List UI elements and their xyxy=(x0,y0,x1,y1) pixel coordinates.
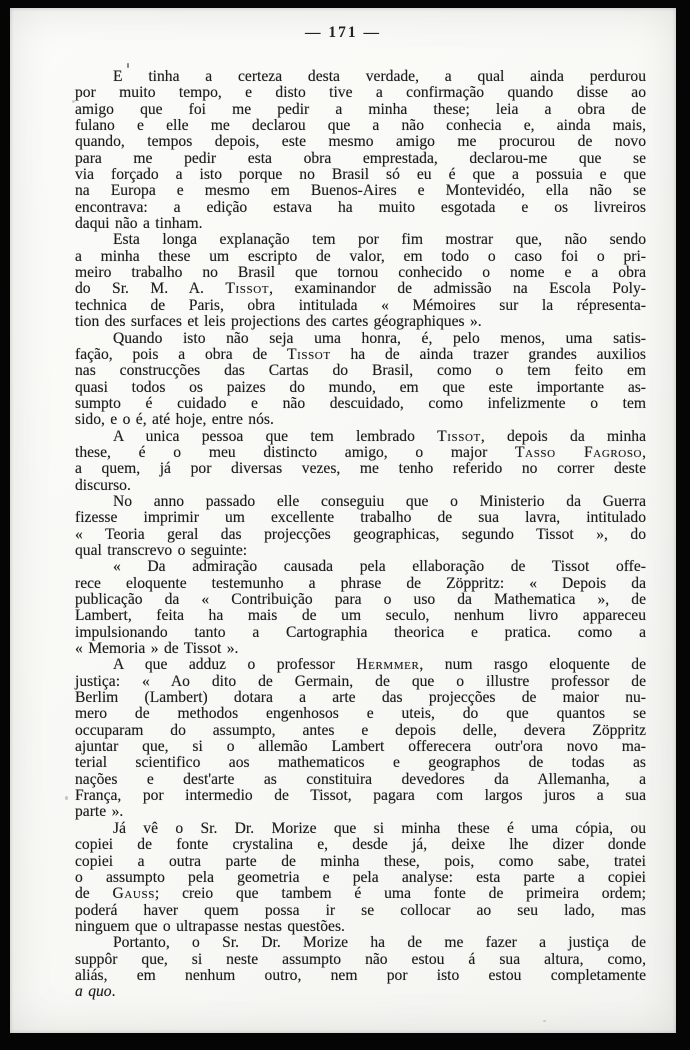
text-line: technica de Paris, obra intitulada « Mémoires sur la répresenta- xyxy=(75,296,646,314)
paragraph xyxy=(75,559,646,657)
text-line: mero de methodos engenhosos e uteis, do que quantos se xyxy=(75,705,646,723)
text-line: sumpto é cuidado e não descuidado, como infelizmente o tem xyxy=(75,394,646,412)
text-line: terial scientifico aos mathematicos e geographos de todas as xyxy=(75,754,646,772)
text-line: ninguem que o ultrapasse nestas questões. xyxy=(75,917,345,935)
text-line: para me pedir esta obra emprestada, declarou-me que se xyxy=(75,149,646,167)
text-line: nas construcções das Cartas do Brasil, como o tem feito em xyxy=(75,362,646,380)
text-line: poderá haver quem possa ir se collocar ao seu lado, mas xyxy=(75,901,646,919)
text-line: copiei de fonte crystalina e, desde já, deixe lhe dizer donde xyxy=(75,836,646,854)
text-line: de Gauss; creio que tambem é uma fonte de primeira ordem; xyxy=(75,885,646,903)
scan-speck xyxy=(72,100,75,103)
text-line: quasi todos os paizes do mundo, em que este importante as- xyxy=(75,378,646,396)
text-line: A unica pessoa que tem lembrado Tissot, depois da minha xyxy=(113,427,646,445)
text-line: Esta longa explanação tem por fim mostrar que, não sendo xyxy=(113,231,646,249)
text-line: occuparam do assumpto, antes e depois delle, devera Zöppritz xyxy=(75,721,646,739)
paragraph xyxy=(75,657,646,820)
text-line: No anno passado elle conseguiu que o Ministerio da Guerra xyxy=(113,492,646,510)
scan-speck xyxy=(543,1020,546,1022)
page-number: — 171 — xyxy=(305,24,381,41)
small-caps-name: Tissot xyxy=(437,427,481,445)
text-line: publicação da « Contribuição para o uso da Mathematica », de xyxy=(75,591,646,608)
text-line: a minha these um escripto de valor, em todo o caso foi o pri- xyxy=(75,247,646,265)
text-line: a quo. xyxy=(75,983,116,1001)
text-line: Berlim (Lambert) dotara a arte das projecções de maior nu- xyxy=(75,689,646,707)
text-line: aliás, em nenhum outro, nem por isto estou completamente xyxy=(75,966,646,984)
paragraph xyxy=(75,429,646,494)
text-line: E tinha a certeza desta verdade, a qual ainda perdurou xyxy=(113,68,646,85)
text-line: tion des surfaces et leis projections des cartes géographiques ». xyxy=(75,313,482,331)
text-line: impulsionando tanto a Cartographia theorica e pratica. como a xyxy=(75,623,646,641)
small-caps-name: Tissot xyxy=(286,345,331,363)
paragraph xyxy=(75,232,646,330)
text-line: fizesse imprimir um excellente trabalho de sua lavra, intitulado xyxy=(75,509,646,527)
book-page xyxy=(10,8,676,1033)
text-line: parte ». xyxy=(75,803,124,821)
paragraph xyxy=(75,935,646,1000)
text-line: « Da admiração causada pela ellaboração de Tissot offe- xyxy=(113,558,646,576)
scan-speck xyxy=(65,796,68,800)
text-line: Lambert, feita ha mais de um seculo, nenhum livro appareceu xyxy=(75,607,646,625)
italic-phrase: a quo xyxy=(75,983,112,1001)
paragraph xyxy=(75,494,646,559)
text-line: Já vê o Sr. Dr. Morize que si minha these é uma cópia, ou xyxy=(113,819,646,837)
text-line: qual transcrevo o seguinte: xyxy=(75,541,248,559)
text-line: meiro trabalho no Brasil que tornou conhecido o nome e a obra xyxy=(75,264,646,282)
text-line: França, por intermedio de Tissot, pagara com largos juros a sua xyxy=(75,787,646,805)
text-line: these, é o meu distincto amigo, o major Tasso Fagroso, xyxy=(75,443,647,461)
text-line: A que adduz o professor Hermmer, num rasgo eloquente de xyxy=(113,656,646,674)
small-caps-name: Tasso Fagroso xyxy=(515,443,643,461)
text-line: via forçado a isto porque no Brasil só eu é que a possuia e que xyxy=(75,166,646,184)
text-line: a quem, já por diversas vezes, me tenho referido no correr deste xyxy=(75,460,646,478)
text-line: fação, pois a obra de Tissot ha de ainda trazer grandes auxilios xyxy=(75,345,646,363)
text-line: do Sr. M. A. Tissot, examinandor de admissão na Escola Poly- xyxy=(75,280,646,298)
small-caps-name: Gauss xyxy=(112,885,155,903)
text-line: ajuntar que, si o allemão Lambert offerecera outr'ora novo ma- xyxy=(75,738,646,756)
text-line: copiei a outra parte de minha these, pois, como sabe, tratei xyxy=(75,852,646,870)
text-line: quando, tempos depois, este mesmo amigo me procurou de novo xyxy=(75,133,646,151)
paragraph xyxy=(75,331,646,429)
text-line: encontrava: a edição estava ha muito esgotada e os livreiros xyxy=(75,198,646,216)
text-line: na Europa e mesmo em Buenos-Aires e Montevidéo, ella não se xyxy=(75,182,646,200)
text-line: fulano e elle me declarou que a não conhecia e, ainda mais, xyxy=(75,117,646,135)
text-body xyxy=(10,69,676,1001)
text-line: discurso. xyxy=(75,476,131,494)
text-line: amigo que foi me pedir a minha these; leia a obra de xyxy=(75,100,646,118)
small-caps-name: Hermmer xyxy=(356,656,420,674)
text-line: sido, e o é, até hoje, entre nós. xyxy=(75,411,274,429)
paragraph xyxy=(75,821,646,935)
text-line: « Teoria geral das projecções geographicas, segundo Tissot », do xyxy=(75,525,646,543)
text-line: daqui não a tinham. xyxy=(75,215,203,233)
text-line: nações e dest'arte as constituira devedores da Allemanha, a xyxy=(75,770,646,788)
text-line: Quando isto não seja uma honra, é, pelo menos, uma satis- xyxy=(113,329,646,347)
text-line: o assumpto pela geometria e pela analyse: esta parte a copiei xyxy=(75,868,646,886)
text-line: « Memoria » de Tissot ». xyxy=(75,640,239,658)
text-line: por muito tempo, e disto tive a confirmação quando disse ao xyxy=(75,84,646,102)
text-line: Portanto, o Sr. Dr. Morize ha de me fazer a justiça de xyxy=(113,934,646,952)
paragraph xyxy=(75,69,646,232)
small-caps-name: Tissot xyxy=(225,280,270,298)
text-line: justiça: « Ao dito de Germain, de que o illustre professor de xyxy=(75,672,646,690)
scan-speck xyxy=(127,63,129,68)
text-line: rece eloquente testemunho a phrase de Zöppritz: « Depois da xyxy=(75,574,646,592)
text-line: suppôr que, si neste assumpto não estou á sua altura, como, xyxy=(75,950,646,968)
